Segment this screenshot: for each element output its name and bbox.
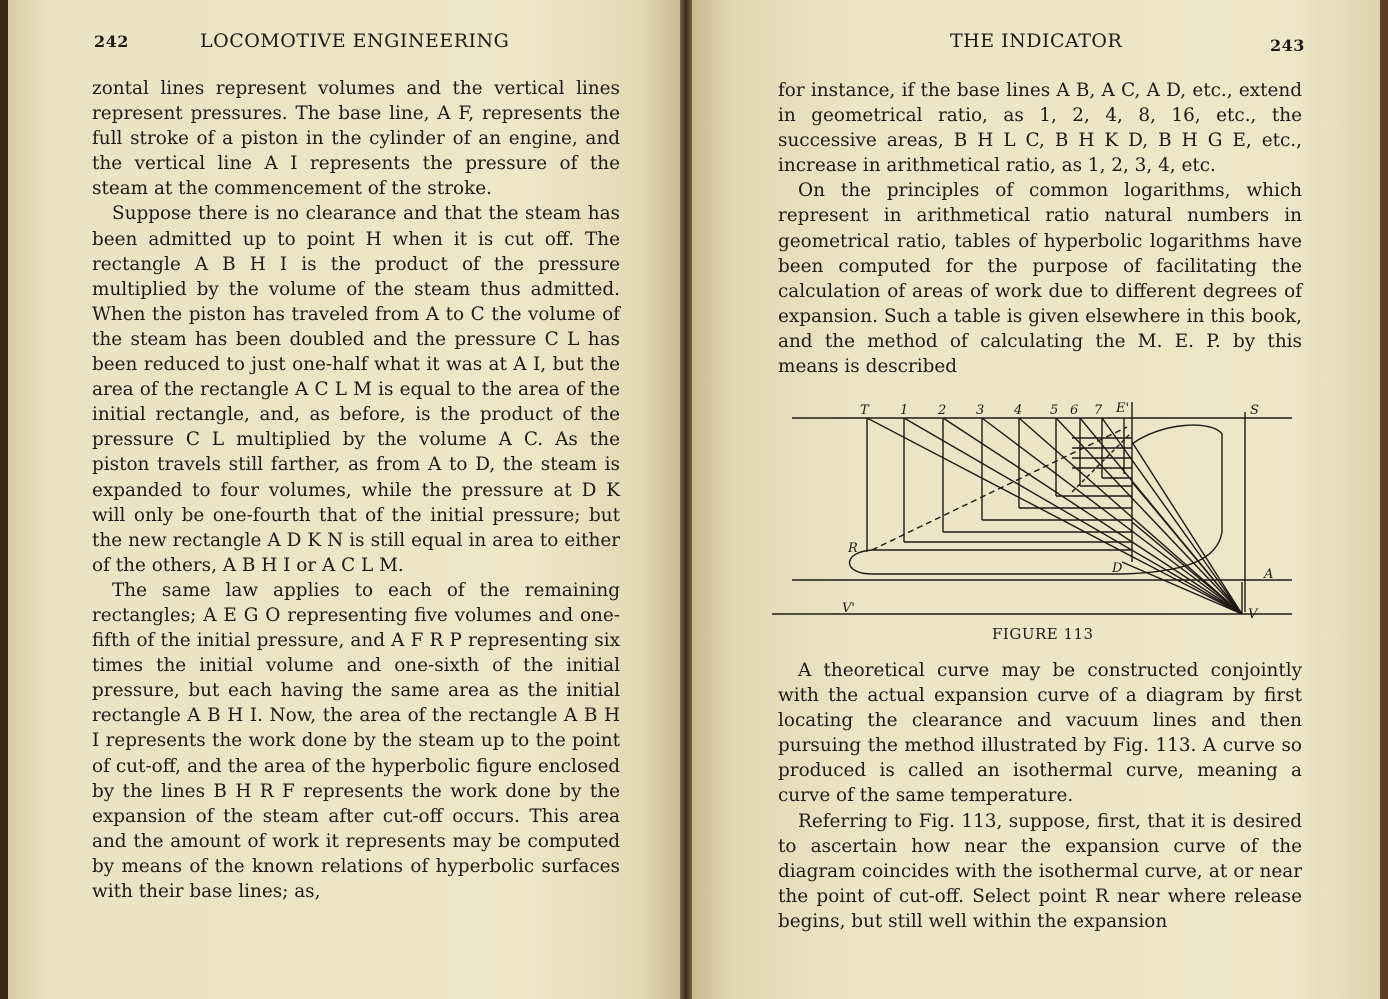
label-V: V: [1248, 607, 1258, 622]
label-D: D: [1112, 561, 1123, 576]
label-V-prime: V': [842, 601, 855, 616]
left-page-body: [92, 76, 620, 904]
label-T: T: [860, 403, 869, 418]
book-gutter: [680, 0, 692, 999]
right-running-head: THE INDICATOR: [950, 30, 1123, 52]
label-1: 1: [900, 403, 909, 418]
label-4: 4: [1014, 403, 1023, 418]
paragraph: Referring to Fig. 113, suppose, first, that it is desired to ascertain how near the expansion curve of the diagram coincides with the isothermal curve, at or near the point of cut-off. Select point R near where release begins, but still well within the expansion: [778, 810, 1302, 932]
paragraph: Suppose there is no clearance and that the steam has been admitted up to point H when it is cut off. The rectangle A B H I is the product of the pressure multiplied by the volume of the steam thus admitted. When the piston has traveled from A to C the volume of the steam has been doubled and the pressure C L has been reduced to just one-half what it was at A I, but the area of the rectangle A C L M is equal to the area of the initial rectangle, and, as before, is the product of the pressure C L multiplied by the volume A C. As the piston travels still farther, as from A to D, the steam is expanded to four volumes, while the pressure at D K will only be one-fourth that of the initial pressure; but the new rectangle A D K N is still equal in area to either of the others, A B H I or A C L M.: [92, 203, 620, 576]
label-R: R: [848, 541, 858, 556]
paragraph: for instance, if the base lines A B, A C, A D, etc., extend in geometrical ratio, as 1, 2, 4, 8, 16, etc., the successive areas, B H L C, B H K D, B H G E, etc., increase in arithmetical ratio, as 1, 2, 3, 4, etc.: [778, 80, 1302, 177]
isothermal-diagram: [772, 382, 1302, 622]
figure-113: [772, 382, 1302, 622]
right-page-number: 243: [1270, 36, 1305, 55]
indicator-card: [850, 425, 1223, 574]
label-5: 5: [1050, 403, 1059, 418]
book-edge: [1380, 0, 1388, 999]
label-3: 3: [976, 403, 985, 418]
label-S: S: [1250, 403, 1259, 418]
right-page-body-top: [778, 78, 1302, 379]
label-E: E': [1116, 401, 1130, 416]
paragraph: A theoretical curve may be constructed conjointly with the actual expansion curve of a diagram by first locating the clearance and vacuum lines and then pursuing the method illustrated by Fig. 113. A curve so produced is called an isothermal curve, meaning a curve of the same temperature.: [778, 660, 1302, 807]
paragraph: zontal lines represent volumes and the vertical lines represent pressures. The base line, A F, represents the full stroke of a piston in the cylinder of an engine, and the vertical line A I represents the pressure of the steam at the commencement of the stroke.: [92, 78, 620, 200]
paragraph: On the principles of common logarithms, which represent in arithmetical ratio natural numbers in geometrical ratio, tables of hyperbolic logarithms have been computed for the purpose of facilitating the calculation of areas of work due to different degrees of expansion. Such a table is given elsewhere in this book, and the method of calculating the M. E. P. by this means is described: [778, 180, 1302, 378]
left-running-head: LOCOMOTIVE ENGINEERING: [200, 30, 510, 52]
label-6: 6: [1070, 403, 1079, 418]
label-A: A: [1264, 567, 1274, 582]
paragraph: The same law applies to each of the remaining rectangles; A E G O representing five volumes and one-fifth of the initial pressure, and A F R P representing six times the initial volume and one-sixth of the initial pressure, but each having the same area as the initial rectangle A B H I. Now, the area of the rectangle A B H I represents the work done by the steam up to the point of cut-off, and the area of the hyperbolic figure enclosed by the lines B H R F represents the work done by the expansion of the steam after cut-off occurs. This area and the amount of work it represents may be computed by means of the known relations of hyperbolic surfaces with their base lines; as,: [92, 579, 620, 902]
right-page-body-bottom: [778, 658, 1302, 934]
right-page: [692, 0, 1380, 999]
left-page: [8, 0, 680, 999]
left-page-number: 242: [94, 32, 129, 51]
figure-caption: FIGURE 113: [992, 625, 1094, 643]
label-2: 2: [938, 403, 947, 418]
label-7: 7: [1094, 403, 1103, 418]
